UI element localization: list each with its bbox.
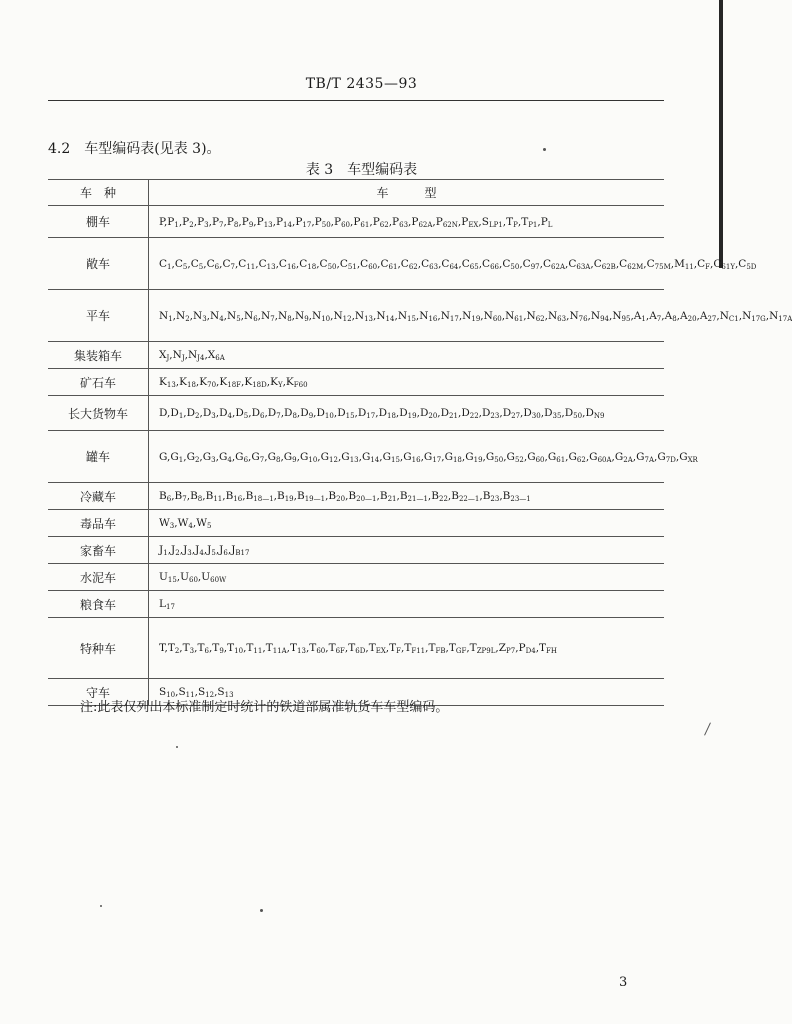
model-code: $K_{18D}$ [244,376,267,389]
model-code: $D_2$ [186,407,200,420]
model-code: $N_{C1}$ [719,309,739,323]
model-code: $N_7$ [261,309,275,323]
model-code: $P_3$ [197,215,209,229]
model-code: $A_{20}$ [680,309,697,323]
table-row [48,238,664,290]
model-code: $G_4$ [218,450,232,464]
model-code: $G_7$ [251,450,265,464]
model-code: $N_{J4}$ [187,349,205,362]
model-code: $X_J$ [159,349,170,362]
model-code: $D_{27}$ [502,407,521,420]
scan-speck [260,909,263,912]
model-code: $P_{13}$ [256,215,273,229]
scan-speck [100,905,102,907]
vehicle-category: 冷藏车 [48,483,149,510]
scan-speck [704,722,711,735]
model-codes: $C_1,C_5,C_5,C_6,C_7,C_{11},C_{13},C_{16},C_{18},C_{50},C_{51},C_{60},C_{61},C_{62},C_{63},C_{64},C_{65},C_{66},C_{50},C_{97},C_{62A},C_{63A},C_{62B},C_{62M},C_{75M},M_{11},C_F,C_{61Y},C_{5D}$ [149,238,665,290]
model-code: $G_1$ [170,450,184,464]
model-code: $G_{52}$ [506,450,524,464]
model-code: $W_4$ [177,517,193,530]
model-code: $C_{64}$ [441,257,459,271]
model-code: $P_9$ [241,215,254,229]
model-code: $G_{7D}$ [657,450,676,464]
model-code: $P_{17}$ [295,215,312,229]
model-codes: $U_{15},U_{60},U_{60W}$ [149,564,665,591]
model-code: $D_{18}$ [378,407,396,420]
model-code: G [159,450,168,463]
model-code: $B_{22—1}$ [451,490,480,503]
model-code: $L_{17}$ [159,598,175,611]
model-code: $U_{60W}$ [201,571,227,584]
model-code: $C_{62B}$ [593,257,616,271]
model-code: $S_{11}$ [178,686,195,699]
model-code: $C_{61}$ [380,257,398,271]
model-code: $N_3$ [193,309,207,323]
model-code: $G_2$ [186,450,200,464]
model-code: $T_{FB}$ [428,642,446,655]
model-code: $T_P$ [506,215,518,229]
model-code: $C_{62}$ [400,257,418,271]
model-codes: $T,T_2,T_3,T_6,T_9,T_{10},T_{11},T_{11A},T_{13},T_{60},T_{6F},T_{6D},T_{EX},T_F,T_{F11},T_{FB},T_{GF},T_{ZP9L},Z_{P7},P_{D4},T_{FH}$ [149,618,665,679]
model-code: $N_{94}$ [590,309,609,323]
model-code: $D_{15}$ [337,407,355,420]
model-code: $N_{14}$ [376,309,395,323]
model-code: $N_5$ [227,309,241,323]
model-code: P [159,215,164,228]
model-code: $D_9$ [300,407,314,420]
model-code: $G_{18}$ [444,450,462,464]
model-code: $D_7$ [267,407,281,420]
model-code: $W_3$ [159,517,175,530]
table-body [48,206,792,706]
model-code: $C_{61Y}$ [713,257,735,271]
model-code: $X_{6A}$ [207,349,225,362]
model-code: $B_{21}$ [379,490,397,503]
model-code: $D_{17}$ [357,407,376,420]
model-code: $T_{P1}$ [521,215,538,229]
model-code: $T_F$ [389,642,402,655]
table-row [48,591,664,618]
model-code: $N_2$ [176,309,190,323]
model-code: $K_{70}$ [199,376,217,389]
model-code: $A_1$ [633,309,646,323]
model-code: $P_{EX}$ [461,215,479,229]
table-row [48,483,664,510]
model-code: $J_{B17}$ [231,544,250,557]
model-code: $C_{50}$ [502,257,520,271]
model-code: $N_{13}$ [354,309,374,323]
vehicle-category: 守车 [48,679,149,706]
footnote: 注:此表仅列出本标准制定时统计的铁道部属准轨货车车型编码。 [80,700,449,715]
model-code: $N_{10}$ [312,309,331,323]
table-row [48,396,664,431]
scan-speck [176,746,178,748]
model-code: $S_{12}$ [197,686,215,699]
model-code: $G_{15}$ [382,450,400,464]
model-code: $N_{17}$ [440,309,459,323]
model-code: $C_6$ [206,257,220,271]
model-code: $B_{22}$ [431,490,448,503]
model-code: $G_{13}$ [341,450,359,464]
model-codes: $P,P_1,P_2,P_3,P_7,P_8,P_9,P_{13},P_{14},P_{17},P_{50},P_{60},P_{61},P_{62},P_{63},P_{62A},P_{62N},P_{EX},S_{LP1},T_P,T_{P1},P_L$ [149,206,665,238]
model-code: $A_{27}$ [699,309,717,323]
model-code-table [48,179,792,706]
vehicle-category: 毒品车 [48,510,149,537]
model-code: $B_{21—1}$ [399,490,428,503]
model-code: $N_{17G}$ [742,309,766,323]
model-code: $S_{13}$ [217,686,234,699]
model-code: $K_{13}$ [159,376,176,389]
vehicle-category: 敞车 [48,238,149,290]
model-code: $T_{EX}$ [368,642,386,655]
model-code: $T_9$ [212,642,224,655]
vehicle-category: 水泥车 [48,564,149,591]
model-codes: $S_{10},S_{11},S_{12},S_{13}$ [149,679,665,706]
model-code: $G_{60A}$ [589,450,612,464]
model-code: $N_1$ [159,309,173,323]
vehicle-category: 长大货物车 [48,396,149,431]
model-code: T [159,642,165,654]
model-code: $J_3$ [183,544,192,557]
model-code: $N_{60}$ [483,309,502,323]
table-row [48,206,664,238]
model-code: $B_8$ [190,490,203,503]
vehicle-category: 矿石车 [48,369,149,396]
model-code: $N_{12}$ [333,309,352,323]
model-code: $G_6$ [235,450,249,464]
table-row [48,537,664,564]
vehicle-category: 棚车 [48,206,149,238]
model-code: $G_3$ [202,450,216,464]
model-code: $N_4$ [210,309,224,323]
model-code: $D_{50}$ [564,407,583,420]
model-code: $K_{F60}$ [285,376,308,389]
scan-speck [543,148,546,151]
model-code: $D_{35}$ [544,407,562,420]
model-code: $C_{50}$ [319,257,337,271]
model-code: $D_{N9}$ [585,407,605,420]
model-code: $S_{LP1}$ [481,215,503,229]
model-code: $P_{14}$ [275,215,292,229]
column-header-models: 车 型 [149,180,665,206]
model-code: $N_{61}$ [505,309,524,323]
model-code: $P_7$ [211,215,224,229]
table-row [48,618,664,679]
model-code: $B_{11}$ [205,490,223,503]
model-code: $D_{30}$ [523,407,541,420]
model-code: $G_9$ [283,450,297,464]
model-code: $N_{95}$ [612,309,631,323]
model-code: $G_{17}$ [423,450,442,464]
model-code: $G_{7A}$ [636,450,655,464]
model-code: $C_{60}$ [360,257,378,271]
model-code: $B_{16}$ [225,490,243,503]
model-code: $D_{20}$ [419,407,438,420]
vehicle-category: 集装箱车 [48,342,149,369]
model-code: $C_5$ [174,257,188,271]
table-row [48,342,664,369]
model-code: $N_{63}$ [547,309,567,323]
model-code: $C_{51}$ [339,257,357,271]
model-codes: $K_{13},K_{18},K_{70},K_{18F},K_{18D},K_Y,K_{F60}$ [149,369,665,396]
model-code: $T_{6F}$ [328,642,345,655]
model-code: $N_J$ [172,349,185,362]
model-code: $N_{62}$ [526,309,545,323]
model-code: $G_{61}$ [547,450,566,464]
model-code: $G_{2A}$ [614,450,633,464]
model-code: $P_{62A}$ [411,215,433,229]
model-code: $C_7$ [222,257,235,271]
vehicle-category: 家畜车 [48,537,149,564]
model-code: $T_3$ [182,642,195,655]
model-code: $D_3$ [202,407,216,420]
model-code: $G_{50}$ [485,450,504,464]
model-code: $T_{FH}$ [539,642,558,655]
model-code: $B_{23}$ [482,490,500,503]
model-code: $C_1$ [159,257,172,271]
model-code: $G_{10}$ [299,450,318,464]
model-code: $P_{50}$ [314,215,331,229]
model-code: $D_4$ [219,407,232,420]
model-code: $T_{11A}$ [265,642,287,655]
model-code: $D_1$ [170,407,184,420]
model-code: $S_{10}$ [159,686,176,699]
table-row [48,431,664,483]
model-codes: $X_J,N_J,N_{J4},X_{6A}$ [149,342,665,369]
model-code: $P_2$ [182,215,194,229]
model-code: $N_{76}$ [569,309,588,323]
model-code: $C_{16}$ [278,257,296,271]
model-code: $T_{GF}$ [448,642,467,655]
page-header: TB/T 2435—93 [305,76,418,92]
model-codes: $D,D_1,D_2,D_3,D_4,D_5,D_6,D_7,D_8,D_9,D_{10},D_{15},D_{17},D_{18},D_{19},D_{20},D_{21},D_{22},D_{23},D_{27},D_{30},D_{35},D_{50},D_{N9}$ [149,396,665,431]
model-code: $G_{12}$ [320,450,338,464]
model-code: $U_{15}$ [159,571,177,584]
model-code: $T_2$ [167,642,180,655]
model-code: $P_{D4}$ [518,642,536,655]
model-code: $N_{19}$ [462,309,481,323]
model-code: $J_4$ [195,544,204,557]
model-code: $C_{63A}$ [568,257,591,271]
model-code: $T_{11}$ [246,642,263,655]
model-code: $W_5$ [196,517,212,530]
model-code: $G_8$ [267,450,281,464]
model-code: $C_{65}$ [461,257,479,271]
model-code: $P_{63}$ [392,215,409,229]
table-row [48,510,664,537]
model-code: $T_{ZP9L}$ [469,642,496,655]
model-code: $M_{11}$ [674,257,694,271]
model-code: $J_6$ [219,544,228,557]
model-code: $P_{61}$ [353,215,370,229]
model-code: $C_{13}$ [258,257,276,271]
vehicle-category: 特种车 [48,618,149,679]
model-code: $J_1$ [159,544,168,557]
model-code: $C_{5D}$ [738,257,757,271]
model-code: $Z_{P7}$ [498,642,516,655]
vehicle-category: 平车 [48,290,149,342]
model-code: $C_{66}$ [482,257,500,271]
model-code: $J_5$ [207,544,216,557]
scan-edge-mark [719,0,723,268]
model-code: $T_{10}$ [227,642,244,655]
model-codes: $G,G_1,G_2,G_3,G_4,G_6,G_7,G_8,G_9,G_{10},G_{12},G_{13},G_{14},G_{15},G_{16},G_{17},G_{18},G_{19},G_{50},G_{52},G_{60},G_{61},G_{62},G_{60A},G_{2A},G_{7A},G_{7D},G_{XR}$ [149,431,665,483]
model-code: $B_{18—1}$ [245,490,274,503]
model-code: $C_{11}$ [238,257,256,271]
section-title: 4.2 车型编码表(见表 3)。 [48,141,221,157]
model-code: $G_{14}$ [361,450,380,464]
model-code: $T_{F11}$ [404,642,426,655]
header-rule [48,100,664,101]
model-codes: $N_1,N_2,N_3,N_4,N_5,N_6,N_7,N_8,N_9,N_{10},N_{12},N_{13},N_{14},N_{15},N_{16},N_{17},N_{19},N_{60},N_{61},N_{62},N_{63},N_{76},N_{94},N_{95},A_1,A_7,A_8,A_{20},A_{27},N_{C1},N_{17G},N_{17A}$ [149,290,665,342]
model-codes: $B_6,B_7,B_8,B_{11},B_{16},B_{18—1},B_{19},B_{19—1},B_{20},B_{20—1},B_{21},B_{21—1},B_{22},B_{22—1},B_{23},B_{23—1}$ [149,483,665,510]
model-code: D [159,407,168,419]
model-code: $N_9$ [295,309,309,323]
model-code: $T_{6D}$ [348,642,366,655]
model-code: $G_{60}$ [527,450,545,464]
model-code: $B_{19—1}$ [296,490,326,503]
model-code: $C_{97}$ [522,257,540,271]
model-code: $P_L$ [540,215,553,229]
page-number: 3 [619,975,628,990]
vehicle-category: 罐车 [48,431,149,483]
model-code: $D_6$ [251,407,265,420]
model-code: $T_6$ [197,642,209,655]
vehicle-category: 粮食车 [48,591,149,618]
model-code: $P_{60}$ [334,215,350,229]
model-code: $B_6$ [159,490,172,503]
model-code: $T_{13}$ [290,642,306,655]
model-code: $G_{XR}$ [679,450,698,464]
model-code: $K_{18}$ [179,376,196,389]
model-code: $C_{62M}$ [619,257,644,271]
model-code: $N_{16}$ [419,309,438,323]
model-code: $J_2$ [171,544,180,557]
model-code: $C_5$ [190,257,204,271]
table-row [48,369,664,396]
model-code: $D_{19}$ [399,407,417,420]
model-code: $C_{18}$ [299,257,317,271]
table-caption: 表 3 车型编码表 [305,162,418,178]
model-code: $B_{23—1}$ [502,490,531,503]
model-code: $C_{63}$ [421,257,439,271]
model-codes: $J_1,J_2,J_3,J_4,J_5,J_6,J_{B17}$ [149,537,665,564]
table-header-row [48,180,664,206]
table-row [48,290,664,342]
model-code: $U_{60}$ [180,571,198,584]
model-code: $D_{10}$ [316,407,334,420]
model-code: $G_{62}$ [568,450,586,464]
model-code: $B_{20}$ [328,490,346,503]
model-code: $K_{18F}$ [219,376,241,389]
model-code: $P_{62N}$ [435,215,458,229]
model-code: $N_{17A}$ [769,309,792,323]
model-code: $N_8$ [278,309,292,323]
model-code: $G_{16}$ [403,450,421,464]
model-code: $N_{15}$ [397,309,416,323]
model-codes: $W_3,W_4,W_5$ [149,510,665,537]
table-row [48,564,664,591]
model-code: $B_{20—1}$ [348,490,377,503]
model-code: $D_{22}$ [461,407,479,420]
model-code: $D_{23}$ [482,407,500,420]
model-code: $D_{21}$ [440,407,458,420]
model-code: $C_{62A}$ [542,257,565,271]
model-code: $N_6$ [244,309,258,323]
model-code: $C_{75M}$ [646,257,671,271]
model-code: $T_{60}$ [309,642,326,655]
model-code: $D_5$ [235,407,249,420]
column-header-category: 车 种 [48,180,149,206]
model-code: $B_{19}$ [277,490,294,503]
model-code: $K_Y$ [270,376,283,389]
model-code: $C_F$ [697,257,711,271]
model-code: $A_8$ [664,309,677,323]
model-code: $P_1$ [167,215,179,229]
model-code: $P_8$ [226,215,239,229]
model-code: $D_8$ [284,407,297,420]
model-code: $B_7$ [174,490,187,503]
model-code: $A_7$ [649,309,662,323]
model-codes [149,591,665,618]
model-code: $G_{19}$ [465,450,483,464]
model-code: $P_{62}$ [372,215,389,229]
